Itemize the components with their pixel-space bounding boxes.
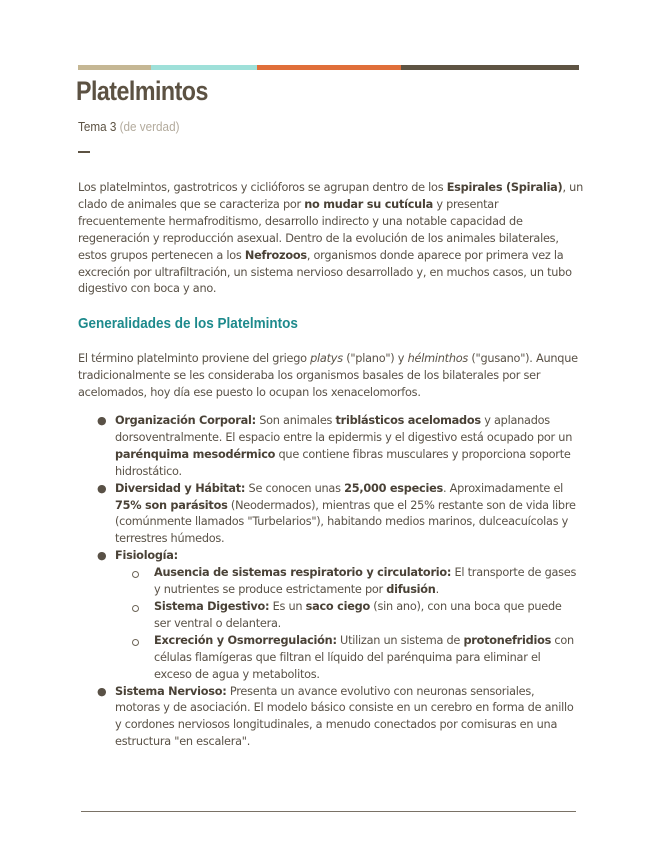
text-run: Presenta un avance evolutivo con neuronas sensoriales, motoras y de asociación. El modelo básico consiste en un cerebro en forma de anillo y cordones nerviosos longitudinales, a menudo conectados por comisuras en una estructura "en escalera". (115, 684, 574, 749)
bold-text: Espirales (Spiralia) (446, 181, 563, 194)
sub-list-item (115, 633, 578, 684)
text-run: ("plano") y (342, 352, 408, 365)
subtitle-main: Tema 3 (78, 119, 117, 134)
bullet-icon: ● (97, 549, 107, 563)
text-run: , un clado de animales que se caracteriza por (78, 181, 583, 211)
text-run: con células flamígeras que filtran el líquido del parénquima para eliminar el exceso de agua y metabolitos. (154, 633, 574, 681)
circle-bullet-icon (132, 605, 139, 612)
text-run: El transporte de gases y nutrientes se produce estrictamente por (154, 566, 577, 597)
list-item-label: Diversidad y Hábitat: (115, 481, 246, 495)
footer-divider (81, 811, 576, 812)
bold-text: triblásticos acelomados (335, 414, 481, 427)
bold-text: saco ciego (305, 599, 370, 613)
circle-bullet-icon (132, 571, 139, 578)
list-item-label: Sistema Nervioso: (115, 684, 227, 698)
intro-paragraph (78, 180, 586, 298)
text-run: Son animales (255, 414, 336, 427)
text-run: y aplanados dorsoventralmente. El espacio entre la epidermis y el digestivo está ocupado por un (115, 414, 573, 444)
page-title: Platelmintos (76, 76, 208, 106)
bold-text: 25,000 especies (344, 481, 443, 495)
list-item (0, 481, 578, 549)
text-run: . (435, 583, 439, 597)
sub-list-item (115, 565, 578, 599)
etymology-paragraph (78, 351, 586, 402)
bold-text: protonefridios (463, 633, 552, 647)
bold-text: no mudar su cutícula (304, 197, 433, 211)
text-run: Es un (269, 599, 306, 613)
sub-list-item (115, 599, 578, 633)
page-subtitle (78, 119, 179, 134)
sub-list-item-label: Excreción y Osmorregulación: (154, 633, 337, 647)
text-run: El término platelminto proviene del griego (78, 352, 311, 365)
text-run: ("gusano"). Aunque tradicionalmente se les consideraba los organismos basales de los bilaterales por ser acelomados, hoy día ese puesto lo ocupan los xenacelomorfos. (78, 352, 578, 399)
list-item (0, 548, 578, 683)
color-bar-segment (401, 65, 579, 70)
sub-list-item-label: Ausencia de sistemas respiratorio y circulatorio: (154, 566, 452, 580)
italic-text: platys (310, 352, 343, 365)
text-run: que contiene fibras musculares y proporciona soporte hidrostático. (115, 447, 571, 478)
bold-text: 75% son parásitos (115, 498, 228, 512)
title-divider (78, 151, 90, 153)
sub-list-item-label: Sistema Digestivo: (154, 599, 270, 613)
color-bar-segment (257, 65, 401, 70)
bold-text: difusión (386, 583, 436, 597)
list-item-label: Fisiología: (115, 549, 178, 563)
list-item-label: Organización Corporal: (115, 414, 256, 427)
section-heading: Generalidades de los Platelmintos (78, 315, 298, 332)
text-run: Los platelmintos, gastrotricos y ciclióforos se agrupan dentro de los (78, 181, 447, 194)
text-run: (sin ano), con una boca que puede ser ventral o delantera. (154, 599, 562, 630)
italic-text: hélminthos (407, 352, 469, 365)
text-run: . Aproximadamente el (442, 481, 564, 495)
text-run: Se conocen unas (245, 481, 345, 495)
sub-list (115, 565, 578, 683)
bullet-icon: ● (97, 481, 107, 495)
text-run: Utilizan un sistema de (336, 633, 464, 647)
subtitle-note: (de verdad) (119, 119, 180, 134)
bullet-list (0, 413, 578, 751)
color-bar-segment (151, 65, 257, 70)
list-item (0, 413, 578, 481)
bullet-icon: ● (97, 684, 107, 698)
color-bar-segment (78, 65, 151, 70)
color-bar (78, 65, 579, 70)
circle-bullet-icon (132, 639, 139, 646)
text-run: y presentar frecuentemente hermafroditismo, desarrollo indirecto y una notable capacidad de regeneración y reproducción asexual. Dentro de la evolución de los animales bilaterales, estos grupos pertenecen a los (78, 197, 559, 262)
text-run: (Neodermados), mientras que el 25% restante son de vida libre (comúnmente llamados "Turbelarios"), habitando medios marinos, dulceacuícolas y terrestres húmedos. (115, 498, 576, 546)
text-run: , organismos donde aparece por primera vez la excreción por ultrafiltración, un sistema nervioso desarrollado y, en muchos casos, un tubo digestivo con boca y ano. (78, 248, 572, 296)
bullet-icon: ● (97, 414, 107, 427)
bold-text: Nefrozoos (244, 248, 307, 262)
bold-text: parénquima mesodérmico (115, 447, 276, 461)
list-item (0, 684, 578, 752)
